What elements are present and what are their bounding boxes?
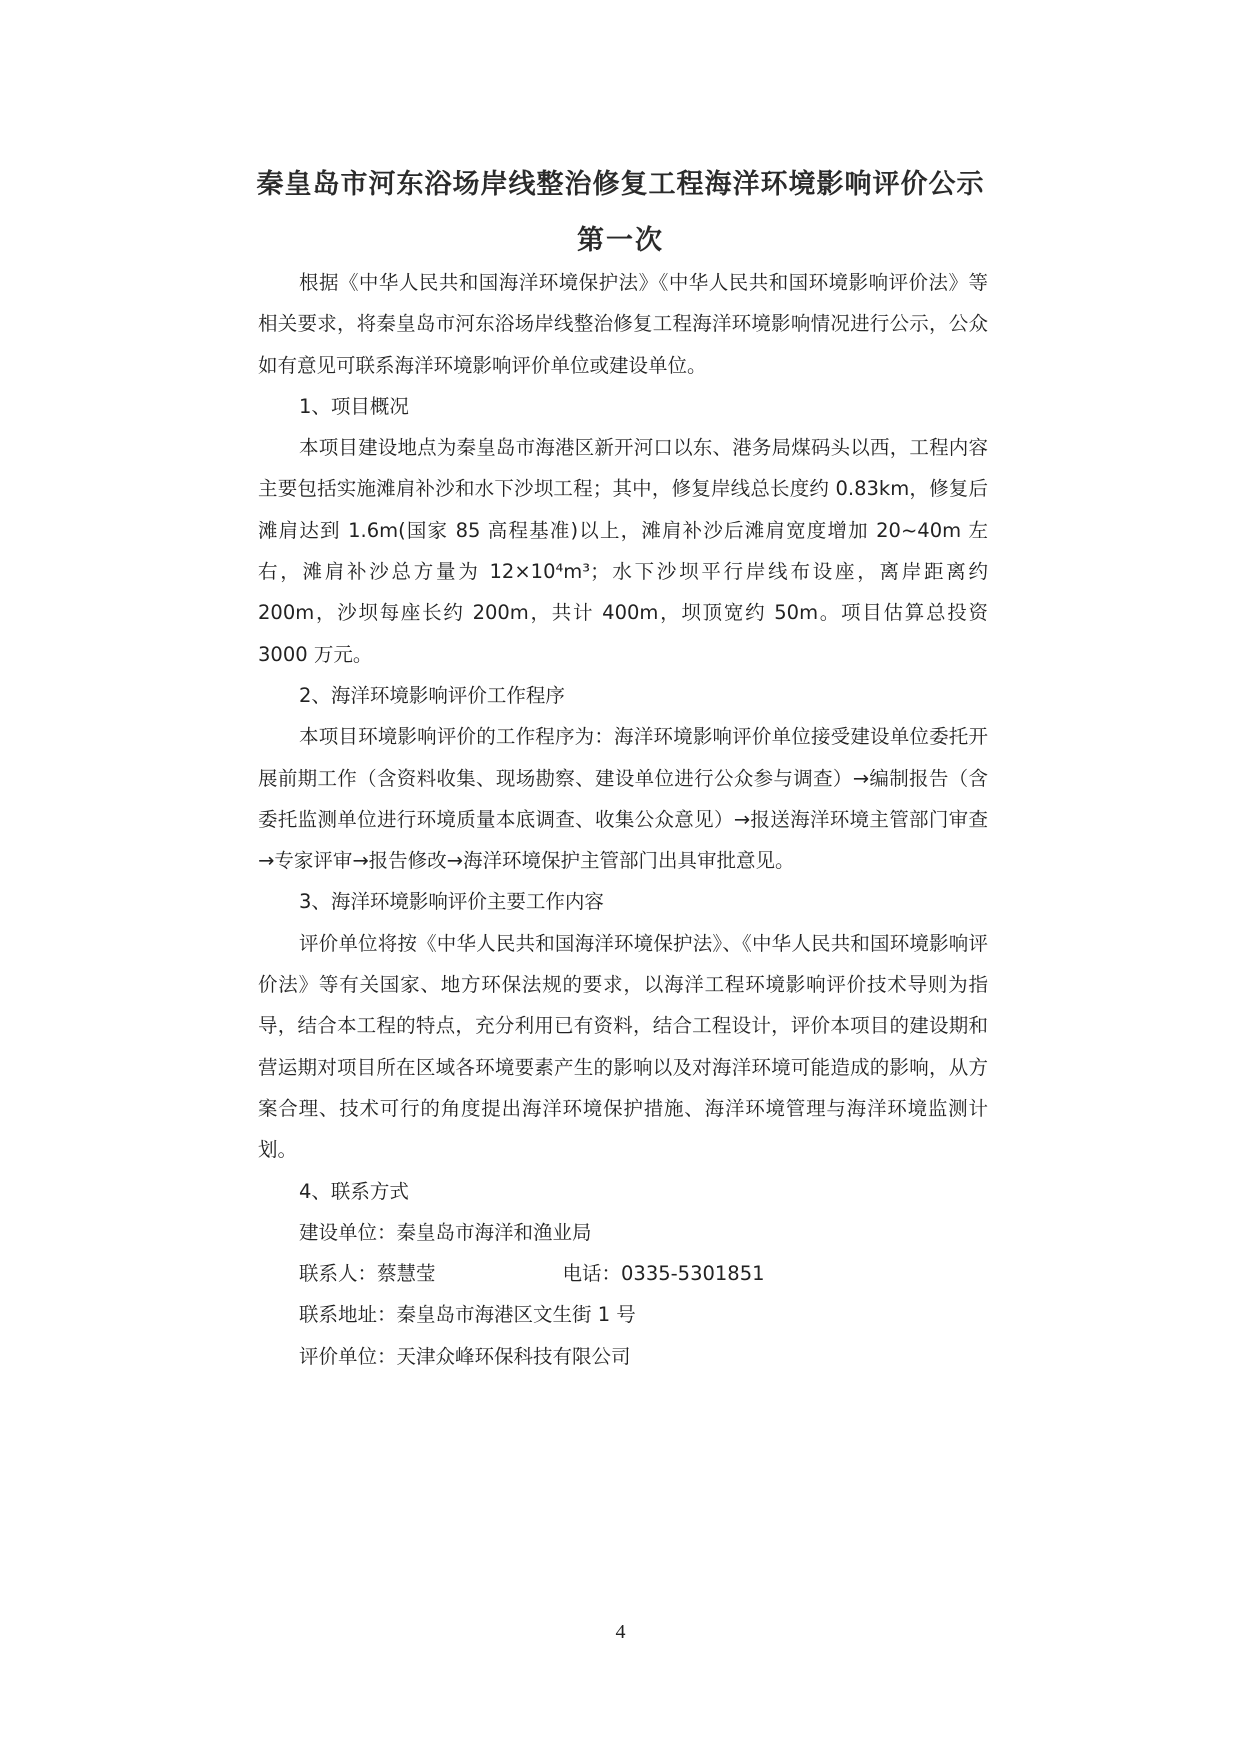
intro-paragraph: 根据《中华人民共和国海洋环境保护法》《中华人民共和国环境影响评价法》等相关要求，将秦皇岛市河东浴场岸线整治修复工程海洋环境影响情况进行公示，公众如有意见可联系海洋环境影响评价单位或建设单位。	[258, 271, 988, 377]
section-1-heading: 1、项目概况	[299, 394, 409, 418]
document-title: 秦皇岛市河东浴场岸线整治修复工程海洋环境影响评价公示	[256, 169, 985, 200]
section-2-body: 本项目环境影响评价的工作程序为：海洋环境影响评价单位接受建设单位委托开展前期工作（含资料收集、现场勘察、建设单位进行公众参与调查）→编制报告（含委托监测单位进行环境质量本底调查、收集公众意见）→报送海洋环境主管部门审查→专家评审→报告修改→海洋环境保护主管部门出具审批意见。	[258, 725, 988, 873]
contact-address: 联系地址：秦皇岛市海港区文生街 1 号	[299, 1303, 636, 1327]
section-3-heading: 3、海洋环境影响评价主要工作内容	[299, 890, 604, 914]
document-subtitle: 第一次	[577, 225, 664, 256]
contact-phone: 电话：0335-5301851	[562, 1262, 765, 1286]
document-body	[258, 262, 988, 1377]
section-1-body: 本项目建设地点为秦皇岛市海港区新开河口以东、港务局煤码头以西，工程内容主要包括实施滩肩补沙和水下沙坝工程；其中，修复岸线总长度约 0.83km，修复后滩肩达到 1.6m(国家 85 高程基准)以上，滩肩补沙后滩肩宽度增加 20~40m 左右，滩肩补沙总方量为 12×10⁴m³；水下沙坝平行岸线布设座，离岸距离约 200m，沙坝每座长约 200m，共计 400m，坝顶宽约 50m。项目估算总投资 3000 万元。	[258, 436, 988, 666]
contact-builder: 建设单位：秦皇岛市海洋和渔业局	[299, 1220, 592, 1244]
contact-person: 联系人：蔡慧莹	[299, 1262, 436, 1286]
page-number: 4	[615, 1621, 626, 1643]
contact-person-row	[258, 1253, 988, 1294]
section-2-heading: 2、海洋环境影响评价工作程序	[299, 683, 565, 707]
section-3-body: 评价单位将按《中华人民共和国海洋环境保护法》、《中华人民共和国环境影响评价法》等有关国家、地方环保法规的要求，以海洋工程环境影响评价技术导则为指导，结合本工程的特点，充分利用已有资料，结合工程设计，评价本项目的建设期和营运期对项目所在区域各环境要素产生的影响以及对海洋环境可能造成的影响，从方案合理、技术可行的角度提出海洋环境保护措施、海洋环境管理与海洋环境监测计划。	[258, 931, 988, 1162]
section-4-heading: 4、联系方式	[299, 1179, 409, 1203]
contact-evaluator: 评价单位：天津众峰环保科技有限公司	[299, 1344, 631, 1368]
